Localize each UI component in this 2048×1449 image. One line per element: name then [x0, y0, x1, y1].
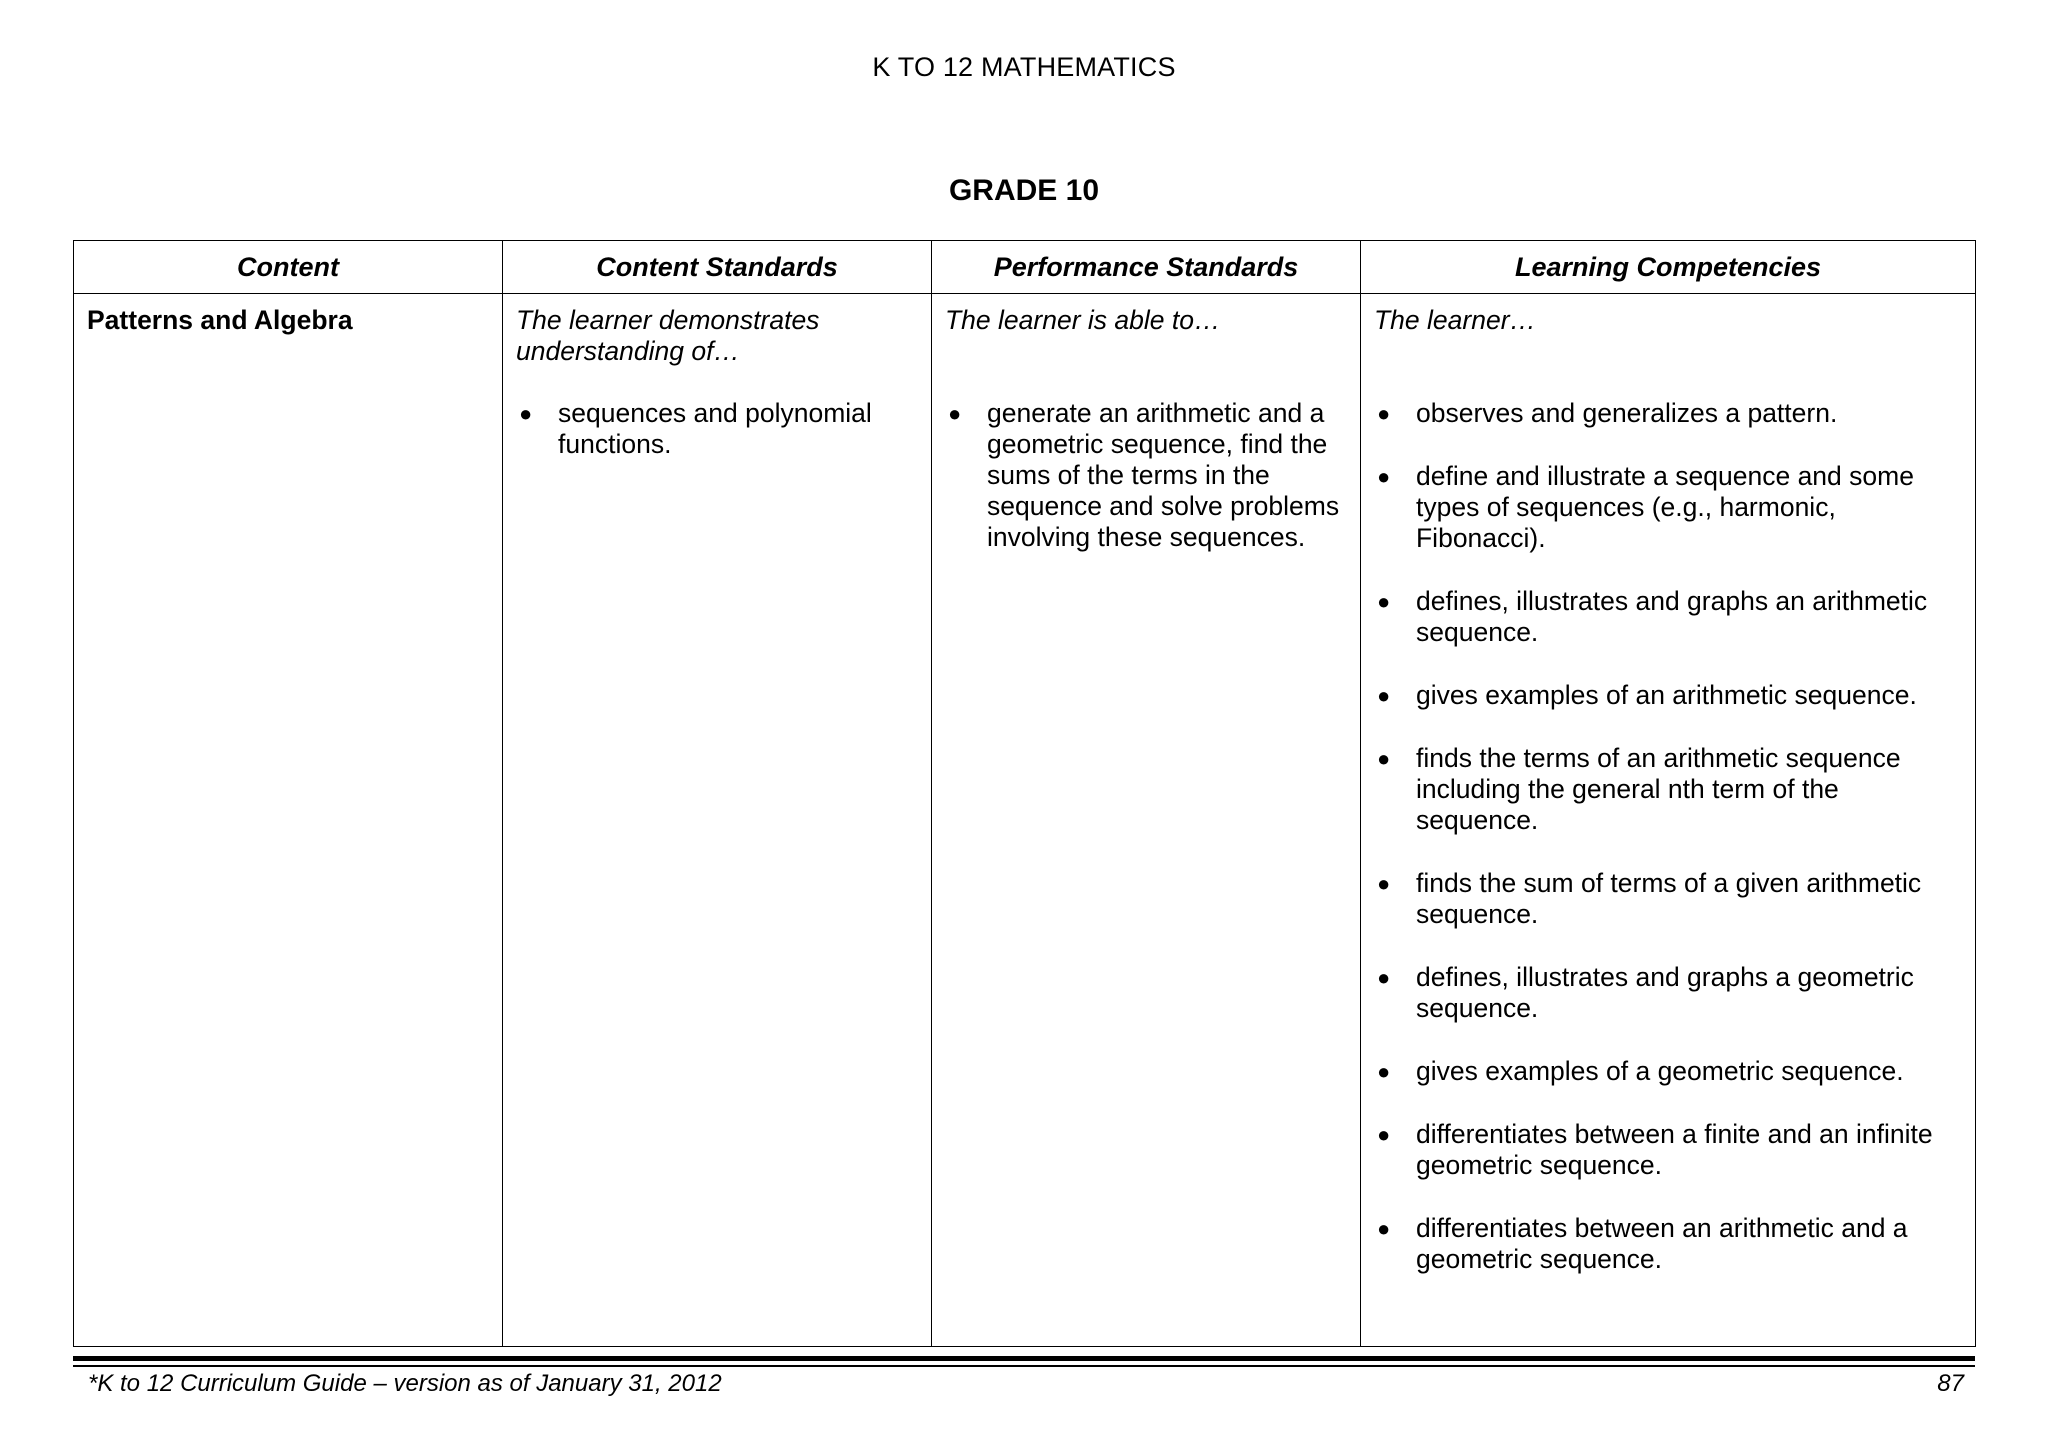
- bullet-icon: ●: [1377, 1059, 1391, 1084]
- content-standards-list: [516, 398, 919, 460]
- list-item-text: gives examples of an arithmetic sequence.: [1416, 680, 1917, 710]
- table-row: [74, 294, 1976, 1347]
- list-item-text: sequences and polynomial functions.: [558, 398, 872, 459]
- bullet-icon: ●: [948, 401, 962, 426]
- list-item-text: observes and generalizes a pattern.: [1416, 398, 1838, 428]
- list-item: [1374, 586, 1963, 648]
- list-item-text: generate an arithmetic and a geometric sequence, find the sums of the terms in the sequence and solve problems involving these sequences.: [987, 398, 1340, 552]
- performance-standards-intro: The learner is able to…: [945, 305, 1221, 335]
- list-item: [1374, 962, 1963, 1024]
- running-header: K TO 12 MATHEMATICS: [872, 52, 1176, 82]
- list-item: [516, 398, 919, 460]
- list-item-text: defines, illustrates and graphs a geometric sequence.: [1416, 962, 1914, 1023]
- bullet-icon: ●: [1377, 1216, 1391, 1241]
- column-header-learning-competencies: Learning Competencies: [1361, 241, 1976, 294]
- list-item: [1374, 1056, 1963, 1087]
- bullet-icon: ●: [1377, 965, 1391, 990]
- bullet-icon: ●: [1377, 1122, 1391, 1147]
- learning-competencies-cell: [1361, 294, 1976, 1347]
- list-item-text: defines, illustrates and graphs an arithmetic sequence.: [1416, 586, 1928, 647]
- list-item-text: differentiates between an arithmetic and a geometric sequence.: [1416, 1213, 1908, 1274]
- column-header-performance-standards: Performance Standards: [932, 241, 1361, 294]
- bullet-icon: ●: [1377, 401, 1391, 426]
- list-item: [1374, 743, 1963, 836]
- bullet-icon: ●: [1377, 464, 1391, 489]
- list-item-text: differentiates between a finite and an infinite geometric sequence.: [1416, 1119, 1933, 1180]
- bullet-icon: ●: [1377, 746, 1391, 771]
- content-cell: [74, 294, 503, 1347]
- column-header-content-standards: Content Standards: [503, 241, 932, 294]
- page-title: GRADE 10: [948, 174, 1100, 207]
- list-item: [945, 398, 1348, 553]
- bullet-icon: ●: [1377, 683, 1391, 708]
- bullet-icon: ●: [1377, 589, 1391, 614]
- bullet-icon: ●: [1377, 871, 1391, 896]
- bullet-icon: ●: [519, 401, 533, 426]
- footer-note: *K to 12 Curriculum Guide – version as of January 31, 2012: [88, 1370, 722, 1397]
- list-item: [1374, 398, 1963, 429]
- content-standards-cell: [503, 294, 932, 1347]
- table-header-row: [74, 241, 1976, 294]
- curriculum-table: [73, 240, 1976, 1347]
- page-number: 87: [1937, 1370, 1964, 1397]
- content-topic: Patterns and Algebra: [87, 305, 353, 335]
- learning-competencies-list: [1374, 398, 1963, 1275]
- column-header-content: Content: [74, 241, 503, 294]
- performance-standards-list: [945, 398, 1348, 553]
- list-item-text: finds the sum of terms of a given arithmetic sequence.: [1416, 868, 1922, 929]
- list-item-text: define and illustrate a sequence and some types of sequences (e.g., harmonic, Fibonacci).: [1416, 461, 1914, 553]
- list-item: [1374, 680, 1963, 711]
- learning-competencies-intro: The learner…: [1374, 305, 1537, 335]
- footer-divider-thick: [73, 1356, 1975, 1361]
- performance-standards-cell: [932, 294, 1361, 1347]
- list-item: [1374, 1213, 1963, 1275]
- list-item: [1374, 461, 1963, 554]
- content-standards-intro: The learner demonstrates understanding of…: [516, 305, 820, 366]
- list-item: [1374, 868, 1963, 930]
- list-item: [1374, 1119, 1963, 1181]
- list-item-text: gives examples of a geometric sequence.: [1416, 1056, 1904, 1086]
- list-item-text: finds the terms of an arithmetic sequence including the general nth term of the sequence.: [1416, 743, 1901, 835]
